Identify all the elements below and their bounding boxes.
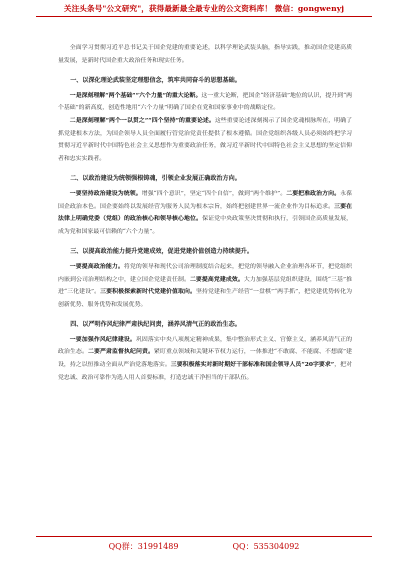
footer-qq: QQ：535304092 xyxy=(232,542,300,551)
section-1-paragraph-1 xyxy=(58,90,352,115)
lead-text: 二要严肃监督执纪问责。 xyxy=(88,348,154,356)
body-text: 巩固落实中央八项规定精神成果，集中整治形式主义、官僚主义，涵养风清气正的政治生态。 xyxy=(58,336,353,356)
body-text: ，把对党忠诚、政治可靠作为选人用人首要标准，打造忠诚干净担当的干部队伍。 xyxy=(58,362,353,381)
lead-text: 二要提高党建成效。 xyxy=(189,275,244,283)
header-rule xyxy=(36,16,372,17)
section-2-heading: 二、以政治建设为统领强根铸魂，引领企业发展正确政治方向。 xyxy=(70,175,241,183)
footer-rule xyxy=(36,536,372,537)
lead-text: 二是深刻理解“两个一以贯之”“四个坚持”的重要论述。 xyxy=(69,116,215,124)
body-text: 这些重要论述深刻揭示了国企党魂根脉所在，明确了抓党建根本方法，为国企领导人员全面履行管党治党责任提供了根本遵循。国企党组织各级人员必须始终把学习贯彻习近平新时代中国特色社会主义思想作为重要政治任务，做习近平新时代中国特色社会主义思想的坚定信仰者和忠实实践者。 xyxy=(58,117,352,162)
section-4-paragraph xyxy=(58,334,352,384)
body-text: 将党的领导和现代公司治理制度结合起来，把党的领导融入企业治理各环节，把党组织内嵌到公司治理结构之中，建立国企党建责任制。 xyxy=(58,263,353,283)
lead-text: 三要积极落实对新时期好干部标准和国企领导人员“20字要求” xyxy=(170,361,335,369)
footer-qq-group: QQ群：31991489 xyxy=(108,542,179,551)
body-text: 增强“四个意识”，坚定“四个自信”，做到“两个维护”。 xyxy=(141,190,287,197)
section-2-paragraph xyxy=(58,188,352,238)
lead-text: 一要加强作风纪律建设。 xyxy=(69,335,136,343)
body-text: 坚持党建和生产经营“一盘棋”“两手抓”，把党建优势转化为创新优势、服务优势和发展优势。 xyxy=(58,289,353,308)
section-3-paragraph xyxy=(58,261,352,311)
lead-text: 三要在法律上明确党委（党组）的政治核心和领导核心地位。 xyxy=(58,202,353,223)
body-text: 保证党中央政策坚决贯彻和执行，引领国企高质量发展，成为党和国家最可信赖的“六个力量”。 xyxy=(58,216,353,235)
footer xyxy=(0,541,408,552)
lead-text: 二要把准政治方向。 xyxy=(286,189,341,197)
section-1-paragraph-2 xyxy=(58,115,352,165)
section-3-heading: 三、以提高政治能力提升党建成效，促进党建价值创造力持续提升。 xyxy=(70,248,253,256)
lead-text: 一要提高政治能力。 xyxy=(69,262,124,270)
body-text: 永葆国企政治本色。国企要始终以发展经营为服务人民为根本宗旨，始终把创建世界一流企业作为目标追求。 xyxy=(58,190,353,210)
document-body xyxy=(58,42,352,384)
section-4-heading: 四、以严明作风纪律严肃执纪问责，涵养风清气正的政治生态。 xyxy=(70,321,241,329)
body-text: 大力加强基层党组织建设，围绕“三基”推进“三化建设”。 xyxy=(58,276,353,296)
intro-paragraph: 全面学习贯彻习近平总书记关于国企党建的重要论述，以科学理论武装头脑，指导实践，推动国企党建高质量发展，是新时代国企重大政治任务和现实任务。 xyxy=(58,45,352,64)
lead-text: 一要坚持政治建设为统领。 xyxy=(69,189,142,197)
body-text: 紧盯重点领域和关键环节权力运行，一体推进“不敢腐、不能腐、不想腐”建设，持之以恒推动全面从严治党落地落实。 xyxy=(58,349,353,369)
header-banner: 关注头条号"公文研究"，获得最新最全最专业的公文资料库！ 微信：gongwenyj xyxy=(63,4,345,13)
body-text: 这一重大论断，把国企“经济基础”地位的认识，提升到“两个基础”的新高度，创造性地用“六个力量”明确了国企在党和国家事业中的战略定位。 xyxy=(58,92,352,112)
lead-text: 一是深刻理解“两个基础”“六个力量”的重大论断。 xyxy=(69,91,202,99)
section-1-heading: 一、以深化理论武装坚定理想信念，筑牢共同奋斗的思想基础。 xyxy=(70,77,241,85)
lead-text: 三要积极探索新时代党建价值取向。 xyxy=(100,288,197,296)
